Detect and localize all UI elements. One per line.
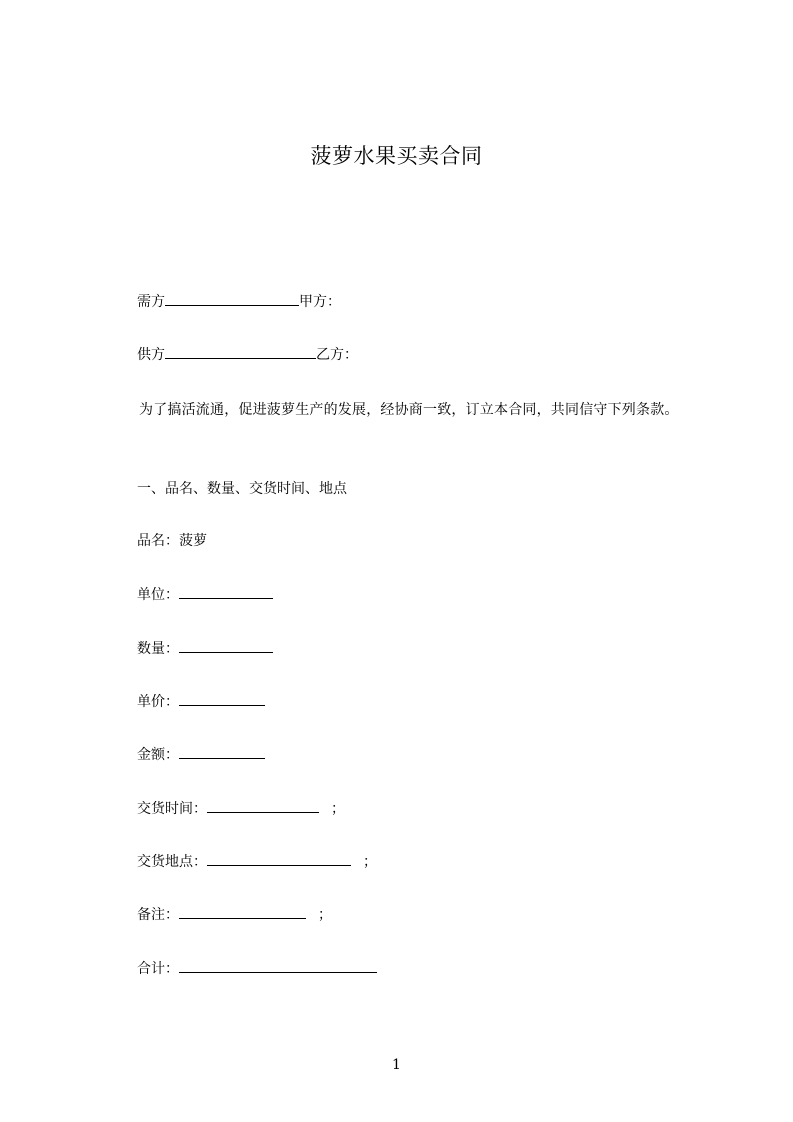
unit-line (137, 584, 273, 605)
quantity-label: 数量： (137, 641, 179, 657)
unit-label: 单位： (137, 587, 179, 603)
remarks-blank (179, 904, 306, 919)
delivery-time-blank (207, 798, 319, 813)
seller-label: 供方 (137, 347, 165, 363)
delivery-time-semicolon: ； (331, 801, 345, 817)
unit-blank (179, 584, 273, 599)
party-a-label: 甲方： (299, 294, 341, 310)
amount-blank (179, 744, 265, 759)
remarks-semicolon: ； (318, 907, 332, 923)
product-name-value: 菠萝 (179, 533, 207, 549)
quantity-blank (179, 638, 273, 653)
amount-line (137, 744, 265, 765)
document-title: 菠萝水果买卖合同 (310, 144, 483, 168)
unit-price-blank (179, 691, 265, 706)
section-1-heading: 一、品名、数量、交货时间、地点 (137, 481, 347, 497)
product-name-line (137, 531, 207, 551)
amount-label: 金额： (137, 747, 179, 763)
remarks-label: 备注： (137, 907, 179, 923)
delivery-time-line (137, 798, 345, 819)
delivery-place-line (137, 851, 377, 872)
buyer-label: 需方 (137, 294, 165, 310)
delivery-place-label: 交货地点： (137, 854, 207, 870)
delivery-place-semicolon: ； (363, 854, 377, 870)
delivery-time-label: 交货时间： (137, 801, 207, 817)
unit-price-line (137, 691, 265, 712)
unit-price-label: 单价： (137, 694, 179, 710)
total-label: 合计： (137, 961, 179, 977)
total-blank (179, 958, 377, 973)
page-number: 1 (392, 1057, 401, 1073)
buyer-blank (165, 291, 299, 306)
buyer-line (137, 291, 341, 312)
seller-line (137, 344, 358, 365)
remarks-line (137, 904, 332, 925)
intro-paragraph: 为了搞活流通，促进菠萝生产的发展，经协商一致，订立本合同，共同信守下列条款。 (139, 402, 679, 418)
party-b-label: 乙方： (316, 347, 358, 363)
total-line (137, 958, 377, 979)
seller-blank (165, 344, 316, 359)
product-name-label: 品名： (137, 533, 179, 549)
delivery-place-blank (207, 851, 351, 866)
quantity-line (137, 638, 273, 659)
